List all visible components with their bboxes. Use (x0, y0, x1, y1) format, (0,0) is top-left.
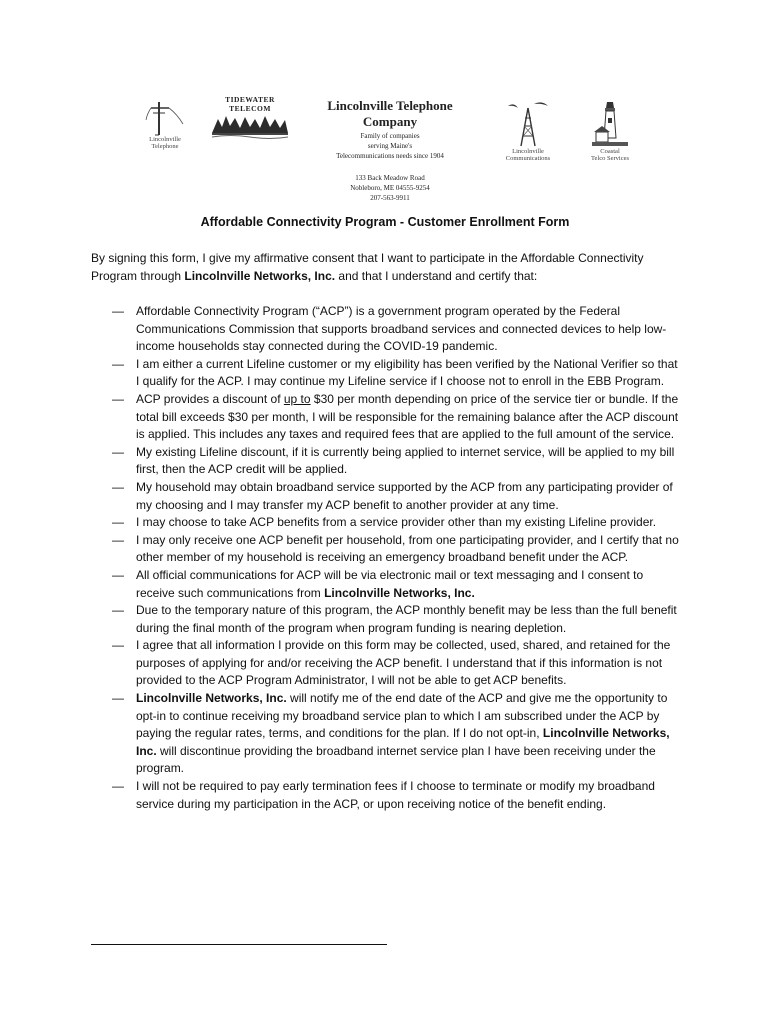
tidewater-text: TIDEWATER TELECOM (225, 95, 275, 113)
lighthouse-caption-line1: Coastal (600, 148, 620, 155)
certification-item (112, 567, 682, 602)
certification-item (112, 532, 682, 567)
certification-item (112, 356, 682, 391)
company-address-street: 133 Back Meadow Road (355, 174, 425, 182)
company-tagline-3: Telecommunications needs since 1904 (336, 152, 444, 160)
certification-text: All official communications for ACP will be via electronic mail or text messaging and I consent to receive such communications from (136, 567, 644, 600)
dash-bullet: — (112, 444, 124, 459)
certification-text: up to (283, 391, 311, 406)
tree-line-icon (210, 113, 290, 139)
form-title: Affordable Connectivity Program - Customer Enrollment Form (200, 215, 570, 229)
company-name-inline: Lincolnville Networks, Inc. (136, 726, 670, 758)
dash-bullet: — (112, 603, 124, 618)
certification-text: will notify me of the end date of the ACP and give me the opportunity to opt-in to continue receiving my broadband service plan to which I am subscribed under the ACP by paying the regular rates, terms, and conditions for the plan. If I do not opt-in, (136, 691, 668, 741)
company-tagline-2: serving Maine's (367, 142, 413, 150)
certification-text: I may only receive one ACP benefit per household, from one participating provider, and I certify that no other member of my household is receiving an emergency broadband benefit under the ACP. (136, 532, 679, 565)
company-name-inline: Lincolnville Networks, Inc. (324, 585, 475, 600)
certification-text: My household may obtain broadband service supported by the ACP from any participating provider of my choosing and I may transfer my ACP benefit to another provider at any time. (136, 479, 673, 512)
tower-caption-line2: Communications (505, 155, 551, 162)
dash-bullet: — (112, 532, 124, 547)
certification-item (112, 479, 682, 514)
certification-item (112, 778, 682, 813)
certification-item (112, 690, 682, 778)
certification-text: will discontinue providing the broadband internet service plan I have been receiving under the program. (136, 743, 656, 776)
company-address-city: Nobleboro, ME 04555-9254 (350, 184, 430, 192)
certification-item (112, 303, 682, 356)
tidewater-telecom-logo (208, 95, 292, 139)
company-name-inline: Lincolnville Networks, Inc. (136, 691, 287, 706)
certification-text: My existing Lifeline discount, if it is currently being applied to internet service, will be applied to my bill first, then the ACP credit will be applied. (136, 444, 675, 477)
lincolnville-communications-logo (500, 100, 556, 162)
intro-text-before: By signing this form, I give my affirmative consent that I want to participate in the Affordable Connectivity Program through (91, 251, 644, 283)
company-tagline-1: Family of companies (360, 132, 420, 140)
dash-bullet: — (112, 567, 124, 582)
dash-bullet: — (112, 391, 124, 406)
coastal-telco-logo (580, 98, 640, 162)
lincolnville-telephone-logo (140, 100, 190, 150)
signature-line (91, 944, 387, 945)
company-phone: 207-563-9911 (370, 194, 410, 202)
certification-text: I will not be required to pay early termination fees if I choose to terminate or modify my broadband service during my participation in the ACP, or upon receiving notice of the benefit ending. (136, 779, 655, 811)
company-block (300, 98, 480, 202)
certification-list (112, 303, 682, 813)
dash-bullet: — (112, 638, 124, 653)
certification-text: ACP provides a discount of (136, 391, 284, 406)
lighthouse-caption-line2: Telco Services (591, 155, 629, 162)
tower-caption-line1: Lincolnville (512, 148, 544, 155)
certification-text: Affordable Connectivity Program (“ACP”) is a government program operated by the Federal Communications Commission that supports broadband services and connected devices to help low-income households stay connected during the COVID-19 pandemic. (136, 304, 667, 354)
certification-text: $30 per month depending on price of the service tier or bundle. If the total bill exceeds $30 per month, I will be responsible for the remaining balance after the ACP discount is applied. This includes any taxes and required fees that are applied to the full amount of the service. (136, 391, 679, 442)
certification-text: I agree that all information I provide on this form may be collected, used, shared, and retained for the purposes of applying for and/or receiving the ACP benefit. I understand that if this information is not provided to the ACP Program Administrator, I will not be able to get ACP benefits. (136, 638, 671, 688)
certification-item (112, 391, 682, 444)
intro-company-name: Lincolnville Networks, Inc. (184, 269, 336, 283)
letterhead (0, 95, 770, 202)
dash-bullet: — (112, 515, 124, 530)
radio-tower-icon (504, 100, 552, 148)
dash-bullet: — (112, 356, 124, 371)
certification-item (112, 514, 682, 532)
pole-caption-line2: Telephone (151, 143, 179, 150)
intro-paragraph (91, 249, 691, 285)
certification-item (112, 637, 682, 690)
dash-bullet: — (112, 304, 124, 318)
telephone-pole-icon (145, 100, 185, 136)
certification-text: Due to the temporary nature of this program, the ACP monthly benefit may be less than the full benefit during the final month of the program when program funding is nearing depletion. (136, 603, 677, 635)
dash-bullet: — (112, 691, 124, 706)
lighthouse-icon (592, 98, 628, 148)
certification-text: I may choose to take ACP benefits from a service provider other than my existing Lifeline provider. (136, 515, 657, 530)
pole-caption-line1: Lincolnville (149, 136, 181, 143)
certification-text: I am either a current Lifeline customer or my eligibility has been verified by the National Verifier so that I qualify for the ACP. I may continue my Lifeline service if I choose not to enroll in the EBB Program. (136, 356, 678, 389)
intro-text-after: and that I understand and certify that: (335, 269, 538, 283)
certification-item (112, 444, 682, 479)
company-name: Lincolnville Telephone Company (327, 98, 453, 129)
dash-bullet: — (112, 479, 124, 494)
dash-bullet: — (112, 779, 124, 794)
certification-item (112, 602, 682, 637)
